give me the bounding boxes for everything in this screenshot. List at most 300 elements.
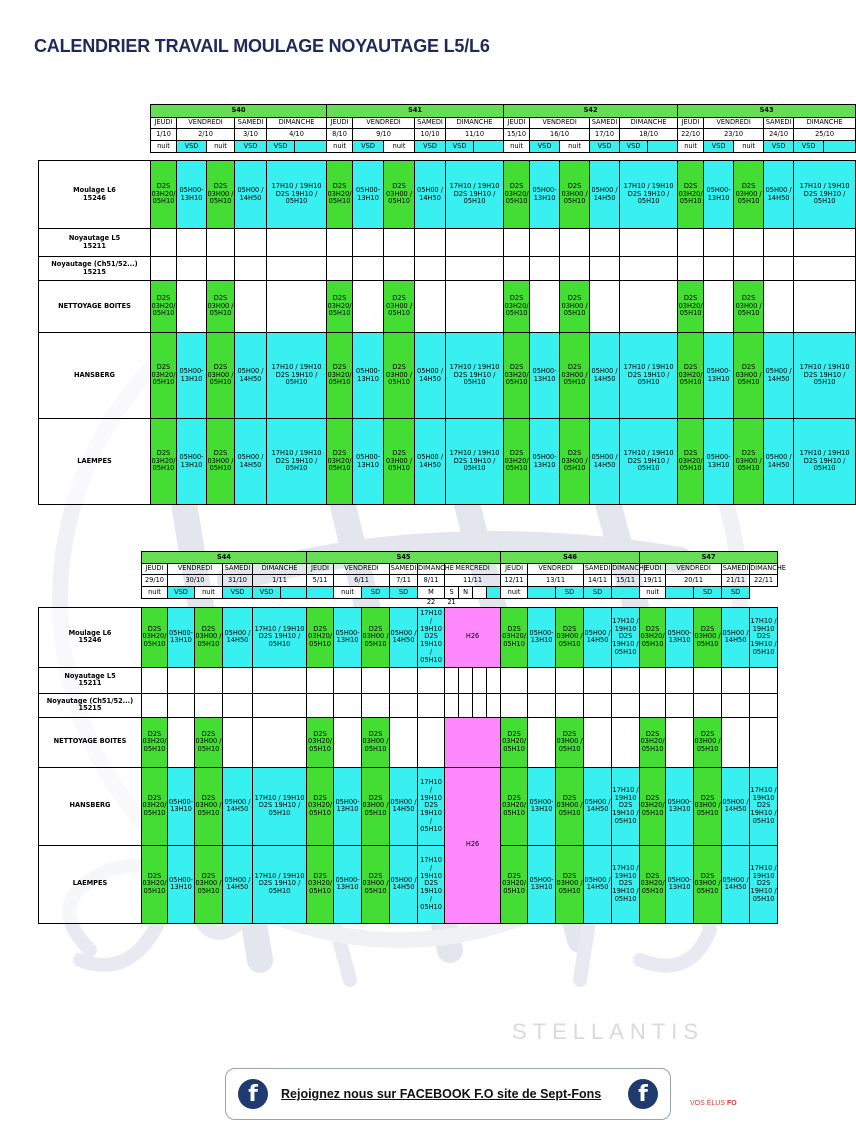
schedule-cell: 05H00 / 14H50 — [223, 767, 253, 845]
row-label: HANSBERG — [39, 333, 151, 419]
shift-cell — [474, 141, 504, 153]
schedule-cell: 05H00- 13H10 — [353, 419, 384, 505]
date-cell: 14/11 — [584, 575, 612, 587]
schedule-cell — [530, 281, 560, 333]
schedule-cell — [750, 693, 778, 717]
day-header: DIMANCHE — [612, 564, 640, 575]
schedule-cell: D2S 03H20/ 05H10 — [640, 845, 666, 923]
schedule-cell: 17H10 / 19H10 D2S 19H10 / 05H10 — [620, 419, 678, 505]
schedule-cell: 05H00- 13H10 — [530, 161, 560, 229]
schedule-cell — [415, 281, 446, 333]
schedule-cell: 05H00- 13H10 — [704, 419, 734, 505]
row-label: Moulage L6 15246 — [39, 607, 142, 667]
schedule-cell: 05H00 / 14H50 — [722, 767, 750, 845]
schedule-cell: 05H00 / 14H50 — [722, 607, 750, 667]
schedule-cell: 05H00- 13H10 — [177, 419, 207, 505]
schedule-cell — [267, 281, 327, 333]
wed-sub: 22 — [418, 599, 445, 608]
week-header: S41 — [327, 105, 504, 118]
schedule-cell — [640, 693, 666, 717]
date-cell: 11/10 — [446, 129, 504, 141]
date-cell: 18/10 — [620, 129, 678, 141]
schedule-cell — [473, 667, 487, 693]
schedule-cell: 05H00- 13H10 — [168, 767, 195, 845]
schedule-cell: 05H00- 13H10 — [334, 845, 362, 923]
vos-elus-label — [690, 1100, 737, 1107]
date-cell: 22/11 — [750, 575, 778, 587]
schedule-cell: D2S 03H00 / 05H10 — [560, 333, 590, 419]
schedule-cell: 05H00- 13H10 — [168, 845, 195, 923]
schedule-cell — [168, 667, 195, 693]
schedule-cell: D2S 03H20/ 05H10 — [142, 607, 168, 667]
schedule-cell — [750, 667, 778, 693]
schedule-cell: D2S 03H00 / 05H10 — [694, 845, 722, 923]
schedule-cell: 17H10 / 19H10 D2S 19H10 / 05H10 — [612, 845, 640, 923]
schedule-cell: D2S 03H00 / 05H10 — [362, 767, 390, 845]
facebook-banner[interactable] — [225, 1068, 671, 1120]
schedule-cell: 05H00- 13H10 — [530, 419, 560, 505]
shift-cell: VSD — [168, 587, 195, 599]
schedule-cell: D2S 03H20/ 05H10 — [151, 419, 177, 505]
schedule-cell: 17H10 / 19H10 D2S 19H10 / 05H10 — [253, 845, 307, 923]
schedule-cell: 17H10 / 19H10 D2S 19H10 / 05H10 — [267, 161, 327, 229]
schedule-cell — [445, 693, 459, 717]
schedule-cell: D2S 03H00 / 05H10 — [207, 161, 235, 229]
schedule-cell — [177, 281, 207, 333]
schedule-cell — [446, 229, 504, 257]
schedule-cell: D2S 03H00 / 05H10 — [384, 419, 415, 505]
day-header: VENDREDI — [704, 118, 764, 129]
schedule-cell: D2S 03H00 / 05H10 — [195, 717, 223, 767]
shift-cell: VSD — [530, 141, 560, 153]
schedule-cell — [362, 667, 390, 693]
schedule-cell — [390, 717, 418, 767]
schedule-cell: 05H00 / 14H50 — [235, 419, 267, 505]
schedule-cell — [612, 717, 640, 767]
schedule-cell — [327, 257, 353, 281]
schedule-cell — [168, 693, 195, 717]
row-label: Noyautage L5 15211 — [39, 229, 151, 257]
vos-text: VOS ÉLUS — [690, 1100, 727, 1107]
schedule-cell: 05H00 / 14H50 — [590, 419, 620, 505]
schedule-cell — [556, 693, 584, 717]
date-cell: 7/11 — [390, 575, 418, 587]
schedule-cell: D2S 03H20/ 05H10 — [504, 419, 530, 505]
date-cell: 11/11 — [445, 575, 501, 587]
schedule-cell: 05H00- 13H10 — [177, 333, 207, 419]
schedule-cell: D2S 03H20/ 05H10 — [501, 767, 528, 845]
schedule-cell: 17H10 / 19H10 D2S 19H10 / 05H10 — [620, 333, 678, 419]
day-header: VENDREDI — [530, 118, 590, 129]
schedule-cell: D2S 03H20/ 05H10 — [142, 845, 168, 923]
schedule-cell — [584, 717, 612, 767]
schedule-cell: 17H10 / 19H10 D2S 19H10 / 05H10 — [418, 607, 445, 667]
schedule-cell — [418, 693, 445, 717]
schedule-cell — [168, 717, 195, 767]
schedule-cell: D2S 03H20/ 05H10 — [640, 717, 666, 767]
schedule-cell — [445, 667, 459, 693]
row-label: Noyautage (Ch51/52...) 15215 — [39, 257, 151, 281]
wed-sub — [473, 587, 487, 599]
shift-cell — [648, 141, 678, 153]
shift-cell: VSD — [764, 141, 794, 153]
facebook-link[interactable]: Rejoignez nous sur FACEBOOK F.O site de Sept-Fons — [281, 1087, 602, 1101]
date-cell: 12/11 — [501, 575, 528, 587]
schedule-cell: 05H00- 13H10 — [334, 607, 362, 667]
schedule-cell — [722, 717, 750, 767]
page-title: CALENDRIER TRAVAIL MOULAGE NOYAUTAGE L5/L6 — [34, 36, 490, 56]
day-header: VENDREDI — [177, 118, 235, 129]
schedule-cell — [223, 717, 253, 767]
schedule-cell: 17H10 / 19H10 D2S 19H10 / 05H10 — [750, 845, 778, 923]
shift-cell: VSD — [620, 141, 648, 153]
schedule-cell: 05H00 / 14H50 — [415, 419, 446, 505]
schedule-cell — [473, 693, 487, 717]
schedule-cell: D2S 03H00 / 05H10 — [556, 607, 584, 667]
date-cell: 23/10 — [704, 129, 764, 141]
schedule-cell: D2S 03H20/ 05H10 — [501, 607, 528, 667]
day-header: SAMEDI — [390, 564, 418, 575]
week-header: S45 — [307, 552, 501, 564]
schedule-cell: D2S 03H00 / 05H10 — [734, 419, 764, 505]
schedule-cell — [764, 257, 794, 281]
schedule-cell: D2S 03H00 / 05H10 — [694, 717, 722, 767]
day-header: SAMEDI — [584, 564, 612, 575]
schedule-cell: D2S 03H20/ 05H10 — [307, 717, 334, 767]
schedule-cell — [584, 667, 612, 693]
schedule-cell: D2S 03H00 / 05H10 — [694, 607, 722, 667]
schedule-cell: 05H00 / 14H50 — [235, 161, 267, 229]
facebook-icon[interactable]: f — [628, 1079, 658, 1109]
schedule-cell: D2S 03H00 / 05H10 — [556, 767, 584, 845]
shift-cell: VSD — [253, 587, 281, 599]
schedule-cell — [704, 257, 734, 281]
day-header: JEUDI — [640, 564, 666, 575]
day-header: SAMEDI — [235, 118, 267, 129]
date-cell: 19/11 — [640, 575, 666, 587]
schedule-cell — [764, 229, 794, 257]
schedule-cell — [487, 667, 501, 693]
schedule-cell — [223, 693, 253, 717]
schedule-cell — [334, 717, 362, 767]
date-cell: 16/10 — [530, 129, 590, 141]
schedule-cell: 17H10 / 19H10 D2S 19H10 / 05H10 — [253, 607, 307, 667]
schedule-cell: 17H10 / 19H10 D2S 19H10 / 05H10 — [253, 767, 307, 845]
schedule-cell — [528, 693, 556, 717]
schedule-cell — [620, 257, 678, 281]
schedule-cell — [207, 257, 235, 281]
schedule-cell — [704, 229, 734, 257]
schedule-cell — [590, 229, 620, 257]
schedule-cell: 05H00 / 14H50 — [415, 333, 446, 419]
shift-cell: VSD — [590, 141, 620, 153]
schedule-cell: 05H00- 13H10 — [666, 607, 694, 667]
schedule-cell — [501, 667, 528, 693]
date-cell: 24/10 — [764, 129, 794, 141]
schedule-cell: D2S 03H20/ 05H10 — [678, 161, 704, 229]
date-cell: 8/10 — [327, 129, 353, 141]
schedule-cell: D2S 03H20/ 05H10 — [678, 419, 704, 505]
schedule-cell — [764, 281, 794, 333]
schedule-cell — [253, 693, 307, 717]
schedule-cell — [556, 667, 584, 693]
schedule-cell: D2S 03H20/ 05H10 — [142, 717, 168, 767]
shift-cell: VSD — [353, 141, 384, 153]
schedule-cell: D2S 03H00 / 05H10 — [560, 281, 590, 333]
schedule-cell — [560, 229, 590, 257]
schedule-cell: 05H00 / 14H50 — [764, 333, 794, 419]
schedule-cell: D2S 03H00 / 05H10 — [384, 333, 415, 419]
wed-sub: S — [445, 587, 459, 599]
date-cell: 4/10 — [267, 129, 327, 141]
schedule-cell — [528, 667, 556, 693]
schedule-cell — [794, 229, 856, 257]
day-header: DIMANCHE — [418, 564, 445, 575]
schedule-cell — [678, 229, 704, 257]
schedule-cell — [750, 717, 778, 767]
shift-cell: VSD — [794, 141, 824, 153]
row-label: NETTOYAGE BOITES — [39, 717, 142, 767]
schedule-cell — [459, 693, 473, 717]
shift-cell: SD — [694, 587, 722, 599]
schedule-cell — [151, 257, 177, 281]
schedule-cell: D2S 03H00 / 05H10 — [560, 419, 590, 505]
schedule-cell: 05H00- 13H10 — [704, 161, 734, 229]
week-header: S42 — [504, 105, 678, 118]
schedule-cell: 05H00- 13H10 — [666, 845, 694, 923]
schedule-cell — [694, 693, 722, 717]
shift-cell: nuit — [207, 141, 235, 153]
day-header: SAMEDI — [722, 564, 750, 575]
schedule-cell: 17H10 / 19H10 D2S 19H10 / 05H10 — [418, 767, 445, 845]
schedule-cell — [390, 693, 418, 717]
schedule-cell: 05H00- 13H10 — [530, 333, 560, 419]
shift-cell: nuit — [560, 141, 590, 153]
shift-cell: nuit — [640, 587, 666, 599]
holiday-cell: H26 — [445, 767, 501, 923]
schedule-cell — [504, 257, 530, 281]
date-cell: 6/11 — [334, 575, 390, 587]
week-header: S44 — [142, 552, 307, 564]
schedule-cell: 17H10 / 19H10 D2S 19H10 / 05H10 — [794, 419, 856, 505]
date-cell: 17/10 — [590, 129, 620, 141]
schedule-cell — [722, 693, 750, 717]
schedule-cell: 17H10 / 19H10 D2S 19H10 / 05H10 — [612, 767, 640, 845]
schedule-cell: 05H00 / 14H50 — [235, 333, 267, 419]
day-header: DIMANCHE — [446, 118, 504, 129]
shift-cell: nuit — [142, 587, 168, 599]
schedule-cell: 05H00- 13H10 — [353, 161, 384, 229]
schedule-cell: D2S 03H20/ 05H10 — [501, 845, 528, 923]
date-cell: 1/11 — [253, 575, 307, 587]
schedule-cell — [253, 667, 307, 693]
shift-cell: nuit — [501, 587, 528, 599]
day-header: JEUDI — [151, 118, 177, 129]
schedule-cell — [253, 717, 307, 767]
row-label: Noyautage L5 15211 — [39, 667, 142, 693]
schedule-cell — [334, 693, 362, 717]
schedule-cell: D2S 03H00 / 05H10 — [694, 767, 722, 845]
schedule-cell: 05H00- 13H10 — [168, 607, 195, 667]
week-header: S46 — [501, 552, 640, 564]
shift-cell: VSD — [235, 141, 267, 153]
schedule-cell: D2S 03H20/ 05H10 — [307, 845, 334, 923]
schedule-cell — [142, 667, 168, 693]
schedule-cell: 05H00 / 14H50 — [390, 607, 418, 667]
schedule-cell — [734, 229, 764, 257]
week-header: S47 — [640, 552, 778, 564]
schedule-cell: D2S 03H00 / 05H10 — [560, 161, 590, 229]
schedule-cell: D2S 03H00 / 05H10 — [207, 419, 235, 505]
shift-cell: SD — [556, 587, 584, 599]
schedule-cell: 05H00 / 14H50 — [590, 161, 620, 229]
calendar-table-nov — [38, 551, 786, 924]
schedule-cell — [235, 257, 267, 281]
schedule-cell: D2S 03H00 / 05H10 — [384, 161, 415, 229]
schedule-cell — [528, 717, 556, 767]
schedule-cell: 05H00 / 14H50 — [764, 161, 794, 229]
schedule-cell: D2S 03H00 / 05H10 — [556, 717, 584, 767]
date-cell: 10/10 — [415, 129, 446, 141]
schedule-cell — [590, 257, 620, 281]
schedule-cell — [195, 693, 223, 717]
schedule-cell — [590, 281, 620, 333]
shift-cell — [295, 141, 327, 153]
schedule-cell — [207, 229, 235, 257]
schedule-cell — [704, 281, 734, 333]
schedule-cell — [640, 667, 666, 693]
date-cell: 15/10 — [504, 129, 530, 141]
date-cell: 3/10 — [235, 129, 267, 141]
schedule-cell — [235, 281, 267, 333]
week-header: S43 — [678, 105, 856, 118]
schedule-cell — [446, 281, 504, 333]
schedule-cell — [307, 693, 334, 717]
schedule-cell: D2S 03H20/ 05H10 — [504, 333, 530, 419]
schedule-cell: D2S 03H20/ 05H10 — [327, 333, 353, 419]
schedule-cell — [267, 229, 327, 257]
schedule-cell — [353, 229, 384, 257]
schedule-cell: 05H00- 13H10 — [704, 333, 734, 419]
day-header: JEUDI — [504, 118, 530, 129]
schedule-cell: D2S 03H00 / 05H10 — [195, 767, 223, 845]
day-header: JEUDI — [678, 118, 704, 129]
schedule-cell — [794, 281, 856, 333]
schedule-cell: 05H00- 13H10 — [528, 845, 556, 923]
schedule-cell: 17H10 / 19H10 D2S 19H10 / 05H10 — [418, 845, 445, 923]
date-cell: 25/10 — [794, 129, 856, 141]
schedule-cell: 05H00 / 14H50 — [590, 333, 620, 419]
schedule-cell — [666, 667, 694, 693]
day-header: JEUDI — [142, 564, 168, 575]
stellantis-watermark: STELLANTIS — [512, 1019, 705, 1044]
schedule-cell: 17H10 / 19H10 D2S 19H10 / 05H10 — [446, 161, 504, 229]
schedule-cell: D2S 03H00 / 05H10 — [384, 281, 415, 333]
shift-cell: VSD — [267, 141, 295, 153]
schedule-cell — [235, 229, 267, 257]
shift-cell: nuit — [151, 141, 177, 153]
shift-cell: VSD — [223, 587, 253, 599]
day-header: DIMANCHE — [267, 118, 327, 129]
schedule-cell — [142, 693, 168, 717]
date-cell: 20/11 — [666, 575, 722, 587]
schedule-cell: D2S 03H00 / 05H10 — [207, 333, 235, 419]
schedule-cell — [560, 257, 590, 281]
day-header: DIMANCHE — [794, 118, 856, 129]
calendar-table-oct — [38, 104, 856, 505]
date-cell: 1/10 — [151, 129, 177, 141]
schedule-cell: 17H10 / 19H10 D2S 19H10 / 05H10 — [750, 767, 778, 845]
schedule-cell — [504, 229, 530, 257]
shift-cell — [612, 587, 640, 599]
schedule-cell: 05H00 / 14H50 — [415, 161, 446, 229]
day-header: SAMEDI — [223, 564, 253, 575]
schedule-cell: D2S 03H00 / 05H10 — [734, 281, 764, 333]
shift-cell: SD — [362, 587, 390, 599]
schedule-cell: 05H00 / 14H50 — [223, 845, 253, 923]
schedule-cell — [353, 281, 384, 333]
schedule-cell — [384, 257, 415, 281]
schedule-cell: 05H00- 13H10 — [528, 767, 556, 845]
day-header: DIMANCHE — [750, 564, 778, 575]
day-header: VENDREDI — [334, 564, 390, 575]
schedule-cell — [418, 667, 445, 693]
schedule-cell: 05H00- 13H10 — [177, 161, 207, 229]
schedule-cell: 17H10 / 19H10 D2S 19H10 / 05H10 — [446, 333, 504, 419]
schedule-cell — [151, 229, 177, 257]
day-header: DIMANCHE — [253, 564, 307, 575]
date-cell: 13/11 — [528, 575, 584, 587]
schedule-cell: 05H00 / 14H50 — [390, 767, 418, 845]
date-cell: 29/10 — [142, 575, 168, 587]
row-label: Moulage L6 15246 — [39, 161, 151, 229]
facebook-icon[interactable]: f — [238, 1079, 268, 1109]
date-cell: 2/10 — [177, 129, 235, 141]
schedule-cell — [794, 257, 856, 281]
schedule-cell: D2S 03H20/ 05H10 — [307, 767, 334, 845]
schedule-cell: D2S 03H00 / 05H10 — [734, 333, 764, 419]
schedule-cell: D2S 03H20/ 05H10 — [640, 767, 666, 845]
day-header: JEUDI — [307, 564, 334, 575]
day-header: VENDREDI — [666, 564, 722, 575]
schedule-cell — [722, 667, 750, 693]
row-label: LAEMPES — [39, 419, 151, 505]
schedule-cell: D2S 03H20/ 05H10 — [678, 333, 704, 419]
shift-cell — [666, 587, 694, 599]
row-label: Noyautage (Ch51/52...) 15215 — [39, 693, 142, 717]
schedule-cell — [612, 693, 640, 717]
shift-cell — [824, 141, 856, 153]
schedule-cell: 17H10 / 19H10 D2S 19H10 / 05H10 — [750, 607, 778, 667]
date-cell: 22/10 — [678, 129, 704, 141]
schedule-cell: D2S 03H20/ 05H10 — [327, 281, 353, 333]
schedule-cell — [446, 257, 504, 281]
date-cell: 15/11 — [612, 575, 640, 587]
date-cell: 21/11 — [722, 575, 750, 587]
schedule-cell — [694, 667, 722, 693]
day-header: MERCREDI — [445, 564, 501, 575]
schedule-cell — [666, 693, 694, 717]
schedule-cell: 05H00- 13H10 — [528, 607, 556, 667]
schedule-cell — [678, 257, 704, 281]
schedule-cell: D2S 03H00 / 05H10 — [207, 281, 235, 333]
day-header: DIMANCHE — [620, 118, 678, 129]
schedule-cell: 17H10 / 19H10 D2S 19H10 / 05H10 — [267, 419, 327, 505]
schedule-cell: D2S 03H00 / 05H10 — [195, 845, 223, 923]
wed-sub: N — [459, 587, 473, 599]
schedule-cell: D2S 03H00 / 05H10 — [362, 845, 390, 923]
fo-text: FO — [726, 1100, 737, 1107]
